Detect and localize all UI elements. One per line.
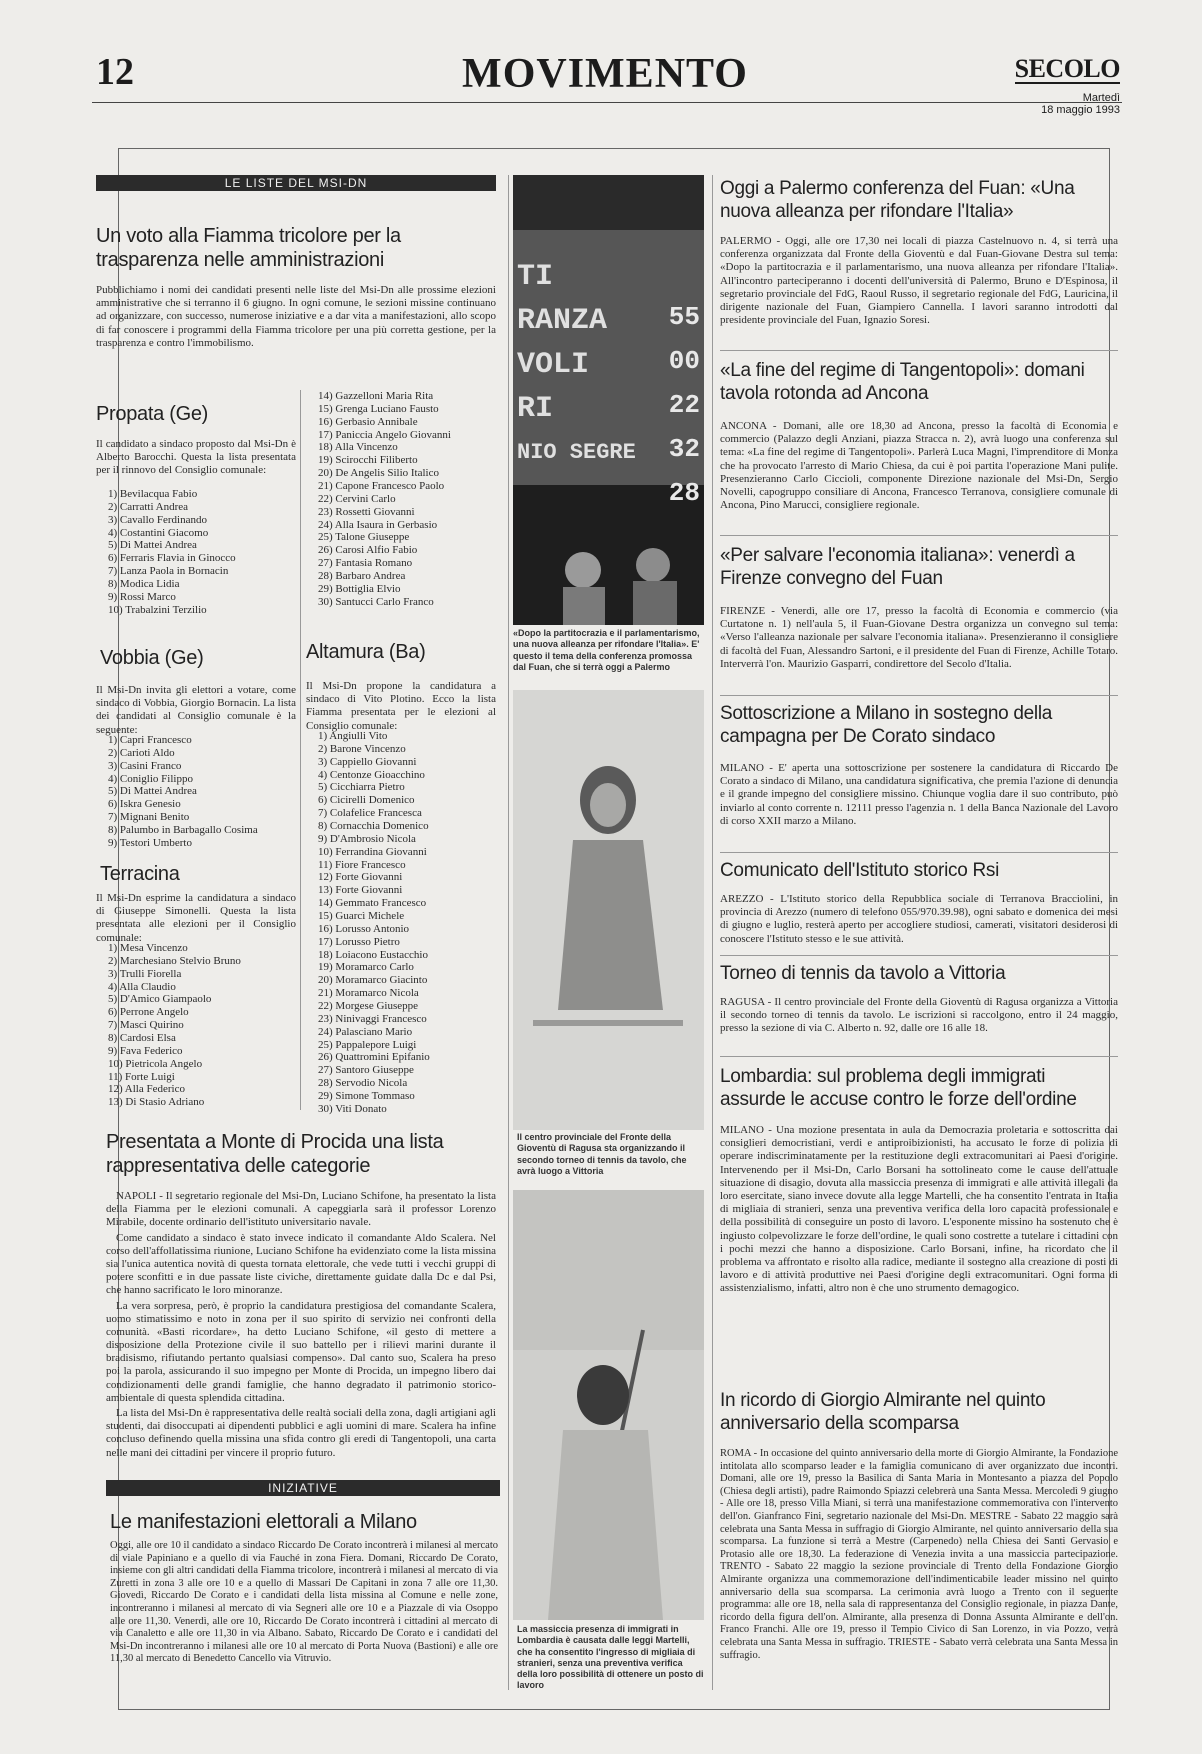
candidate-item: 14) Gazzelloni Maria Rita	[318, 390, 434, 402]
terracina-list	[96, 942, 296, 1109]
scoreboard-numbers	[650, 295, 700, 515]
scoreboard-line: NIO SEGRE	[517, 440, 636, 465]
scoreboard-text	[517, 255, 637, 475]
column-divider	[300, 390, 301, 1110]
candidate-item: 1) Bevilacqua Fabio	[108, 488, 198, 500]
candidate-item: 10) Ferrandina Giovanni	[318, 845, 427, 858]
scoreboard-line: RANZA	[517, 304, 608, 338]
scoreboard-number: 22	[668, 390, 700, 420]
candidate-item: 8) Modica Lidia	[108, 578, 180, 591]
candidate-item: 22) Cervini Carlo	[318, 492, 396, 505]
procida-para: NAPOLI - Il segretario regionale del Msi-Dn, Luciano Schifone, ha presentato la lista della Fiamma per le elezioni comunali. A capeggiarla sarà il professor Lorenzo Mirabile, docente ordinario dell'istituto universitario navale.	[106, 1190, 496, 1229]
altamura-list-top	[306, 390, 496, 609]
article-divider	[720, 350, 1118, 351]
caption-photo-1: «Dopo la partitocrazia e il parlamentarismo, una nuova alleanza per rifondare l'Italia». E' questo il tema della conferenza promossa dal Fuan, che si terrà oggi a Palermo	[513, 628, 700, 672]
propata-list	[96, 488, 296, 617]
main-headline: Un voto alla Fiamma tricolore per la trasparenza nelle amministrazioni	[96, 225, 401, 271]
article-divider	[720, 1056, 1118, 1057]
candidate-item: 16) Gerbasio Annibale	[318, 415, 418, 428]
article-divider	[720, 852, 1118, 853]
issue-date	[1041, 92, 1120, 116]
article-headline: Oggi a Palermo conferenza del Fuan: «Una nuova alleanza per rifondare l'Italia»	[720, 178, 1075, 222]
candidate-item: 26) Carosi Alfio Fabio	[318, 544, 418, 557]
candidate-item: 3) Trulli Fiorella	[108, 967, 182, 980]
article-text: ROMA - In occasione del quinto anniversario della morte di Giorgio Almirante, la Fondazione intitolata allo scomparso leader e la famiglia comunicano di aver organizzato due incontri. Domani, alle ore 19, presso la Basilica di Santa Maria in Montesanto a piazza del Popolo (Chiesa degli artisti), padre Raimondo Spiazzi celebrerà una Santa Messa. Mercoledì 9 giugno - Alle ore 18, presso Villa Miani, si terrà una manifestazione commemorativa con l'intervento dell'on. Gianfranco Fini, segretario nazionale del Msi-Dn. MESTRE - Sabato 22 maggio sarà celebrata una Santa Messa in suffragio di Giorgio Almirante, nel quinto anniversario della sua scomparsa. La funzione si terrà a Mestre (Carpenedo) nella Chiesa dei Santi Gervasio e Protasio alle ore 18,30. La federazione di Venezia invita a una massiccia partecipazione. TRENTO - Sabato 22 maggio la sezione provinciale di Trento della Fondazione Giorgio Almirante organizza una commemorazione dell'indimenticabile leader missino nel quinto anniversario della sua scomparsa. La cerimonia avrà luogo a Trento con il seguente programma: alle ore 18, nella sala di rappresentanza del Consiglio regionale, in piazza Dante, ricordo della figura dell'on. Almirante, alla presenza di Donna Assunta Almirante e dell'on. Franco Franchi. Alle ore 19, presso il Tempio Civico di San Lorenzo, in via Pozzo, verrà celebrata una Santa Messa in suffragio. TRIESTE - Sabato verrà celebrata una Santa Messa in suffragio.	[720, 1448, 1118, 1661]
scoreboard-number: 32	[668, 434, 700, 464]
candidate-item: 3) Cavallo Ferdinando	[108, 513, 207, 526]
article-headline: Comunicato dell'Istituto storico Rsi	[720, 860, 999, 881]
candidate-item: 28) Barbaro Andrea	[318, 570, 406, 583]
candidate-item: 13) Di Stasio Adriano	[108, 1096, 205, 1109]
photo-immigrants	[513, 1190, 704, 1620]
propata-text: Il candidato a sindaco proposto dal Msi-Dn è Alberto Barocchi. Questa la lista presentata per il rinnovo del Consiglio comunale:	[96, 438, 296, 477]
issue-date-text: 18 maggio 1993	[1041, 104, 1120, 116]
candidate-item: 3) Cappiello Giovanni	[318, 755, 417, 768]
candidate-item: 24) Alla Isaura in Gerbasio	[318, 518, 438, 531]
altamura-list	[306, 730, 496, 1116]
scoreboard-line: TI	[517, 260, 554, 294]
article-headline: Torneo di tennis da tavolo a Vittoria	[720, 963, 1006, 984]
candidate-item: 5) Di Mattei Andrea	[108, 785, 197, 798]
procida-para: La lista del Msi-Dn è rappresentativa delle realtà sociali della zona, dagli artigiani agli studenti, dai disoccupati ai dipendenti pubblici e agli uomini di mare. Scalera ha infine concluso definendo quella missina una sfida contro gli eredi di Tangentopoli, una carta nelle mani dei cittadini per vincere il proprio futuro.	[106, 1407, 496, 1459]
candidate-item: 8) Palumbo in Barbagallo Cosima	[108, 824, 258, 837]
candidate-item: 8) Cardosi Elsa	[108, 1032, 176, 1045]
issue-day: Martedì	[1082, 92, 1120, 104]
candidate-item: 6) Cicirelli Domenico	[318, 794, 415, 807]
candidate-item: 5) D'Amico Giampaolo	[108, 993, 212, 1006]
candidate-item: 10) Pietricola Angelo	[108, 1057, 203, 1070]
candidate-item: 9) Rossi Marco	[108, 590, 176, 603]
column-divider	[712, 175, 713, 1690]
candidate-item: 7) Lanza Paola in Bornacin	[108, 565, 229, 578]
article-text: PALERMO - Oggi, alle ore 17,30 nei locali di piazza Castelnuovo n. 4, si terrà una conferenza organizzata dal Fronte della Gioventù e dal Fuan-Giovane Destra sul tema: «Dopo la partitocrazia e il parlamentarismo, una nuova alleanza per rifondare l'Italia». All'incontro parteciperanno i docenti dell'università di Palermo, Bruno e D'Espinosa, il segretario provinciale del FdG, Raoul Russo, il segretario regionale del FdG, Lauricina, il dirigente nazionale del Fuan, Giampiero Cannella. I lavori saranno introdotti dal presidente provinciale del Fuan, Ignazio Soresi.	[720, 235, 1118, 327]
candidate-item: 20) Moramarco Giacinto	[318, 974, 428, 987]
candidate-item: 15) Guarcì Michele	[318, 910, 405, 923]
article-divider	[720, 535, 1118, 536]
article-headline: «Per salvare l'economia italiana»: venerdì a Firenze convegno del Fuan	[720, 545, 1075, 589]
candidate-item: 15) Grenga Luciano Fausto	[318, 402, 439, 415]
candidate-item: 19) Moramarco Carlo	[318, 961, 414, 974]
candidate-item: 28) Servodio Nicola	[318, 1077, 408, 1090]
article-headline: In ricordo di Giorgio Almirante nel quinto anniversario della scomparsa	[720, 1390, 1046, 1434]
altamura-heading: Altamura (Ba)	[306, 641, 426, 663]
candidate-item: 24) Palasciano Mario	[318, 1025, 413, 1038]
article-divider	[720, 955, 1118, 956]
article-headline: «La fine del regime di Tangentopoli»: domani tavola rotonda ad Ancona	[720, 360, 1085, 404]
candidate-item: 6) Perrone Angelo	[108, 1006, 189, 1019]
candidate-item: 2) Barone Vincenzo	[318, 742, 406, 755]
candidate-item: 2) Carratti Andrea	[108, 500, 189, 513]
candidate-item: 13) Forte Giovanni	[318, 884, 403, 897]
candidate-item: 3) Casini Franco	[108, 759, 182, 772]
candidate-item: 30) Santucci Carlo Franco	[318, 595, 434, 608]
article-divider	[720, 695, 1118, 696]
column-divider	[508, 175, 509, 1690]
procida-para: Come candidato a sindaco è stato invece indicato il comandante Aldo Scalera. Nel corso dell'affollatissima riunione, Luciano Schifone ha evidenziato come la lista missina sia l'unica autentica novità di questa tornata elettorale, che vede tutti i vecchi gruppi di potere sconfitti e in due passate liste civiche, direttamente guidate dalla Dc e dal Psi, che hanno sacrificato le loro minoranze.	[106, 1231, 496, 1297]
candidate-item: 4) Costantini Giacomo	[108, 526, 209, 539]
candidate-item: 10) Trabalzini Terzilio	[108, 603, 207, 616]
candidate-item: 12) Alla Federico	[108, 1083, 185, 1096]
section-banner-liste: LE LISTE DEL MSI-DN	[96, 175, 496, 191]
page-header	[90, 50, 1120, 116]
vobbia-list	[96, 734, 296, 850]
candidate-item: 11) Forte Luigi	[108, 1070, 175, 1083]
candidate-item: 14) Gemmato Francesco	[318, 897, 427, 910]
candidate-item: 29) Bottiglia Elvio	[318, 582, 401, 595]
vobbia-heading: Vobbia (Ge)	[100, 647, 204, 669]
candidate-item: 11) Fiore Francesco	[318, 858, 406, 871]
candidate-item: 27) Fantasia Romano	[318, 557, 413, 570]
milano-events-headline: Le manifestazioni elettorali a Milano	[110, 1511, 417, 1533]
candidate-item: 23) Rossetti Giovanni	[318, 505, 415, 518]
candidate-item: 6) Iskra Genesio	[108, 798, 181, 811]
procida-para: La vera sorpresa, però, è proprio la candidatura prestigiosa del comandante Scalera, uomo stimatissimo e noto in zona per il suo spirito di servizio nei confronti della comunità. «Basti ricordare», ha detto Luciano Schifone, «il gesto di mettere a disposizione della Protezione civile il suo battello per i rilievi marini durante il bradisismo, rifiutando pertanto qualsiasi compenso». Dal canto suo, Scalera ha preso poi la parola, assicurando il suo impegno per Monte di Procida, un impegno libero dai condizionamenti delle grandi famiglie, che hanno degradato il patrimonio storico-ambientale di questa splendida cittadina.	[106, 1299, 496, 1404]
article-text: MILANO - Una mozione presentata in aula da Democrazia proletaria e sottoscritta dai consiglieri democristiani, verdi e antiproibizionisti, ha accusato le forze di polizia di operare indiscriminatamente per la restituzione degli extracomunitari ai Paesi d'origine. Intervenendo per il Msi-Dn, Carlo Borsani ha sottolineato come le cause dell'attuale situazione di disagio, dovuta alla massiccia presenza di immigrati e alle attività illegali da loro esercitate, siano invece dovute alla legge Martelli, che ha consentito l'entrata in Italia di migliaia di stranieri, senza una preventiva verifica della loro capacità professionale e della possibilità di conseguire un posto di lavoro. L'esponente missino ha sostenuto che è ingiusto colpevolizzare le forze dell'ordine, le quali sono costrette a tutelare i cittadini con i pochi mezzi che hanno a disposizione. Carlo Borsani, infine, ha ricordato che il problema va affrontato e risolto alla radice, mediante il sostegno alla creazione di posti di lavoro e di attività produttive nei Paesi d'origine degli extracomunitari. Ogni forma di assistenzialismo, infatti, altro non è che uno strumento demagogico.	[720, 1124, 1118, 1295]
candidate-item: 9) D'Ambrosio Nicola	[318, 832, 416, 845]
main-intro: Pubblichiamo i nomi dei candidati presenti nelle liste del Msi-Dn alle prossime elezioni amministrative che si terranno il 6 giugno. In ogni comune, le sezioni missine continuano ad organizzare, con successo, numerose iniziative e a dar vita a manifestazioni, allo scopo di far conoscere i programmi della Fiamma tricolore per una più corretta gestione, per la trasparenza e contro l'immobilismo.	[96, 284, 496, 349]
article-text: ANCONA - Domani, alle ore 18,30 ad Ancona, presso la facoltà di Economia e commercio (Palazzo degli Anziani, piazza Stracca n. 2), avrà luogo una conferenza sul tema: «La fine del regime di Tangentopoli». Parlerà Luca Magni, l'imprenditore di Monza che ha provocato l'arresto di Mario Chiesa, da cui è poi partita l'operazione Mani pulite. Presenzieranno Carlo Ciccioli, componente Direzione nazionale del Msi-Dn, Sergio Novelli, capogruppo consiliare di Ancona, Francesco Terranova, consigliere comunale di Ancona, Pino Marucci, consigliere regionale.	[720, 420, 1118, 512]
scoreboard-line: RI	[517, 392, 554, 426]
candidate-item: 23) Ninivaggi Francesco	[318, 1012, 427, 1025]
caption-photo-3: La massiccia presenza di immigrati in Lombardia è causata dalle leggi Martelli, che ha consentito l'ingresso di migliaia di stranieri, senza una preventiva verifica della loro possibilità di ottenere un posto di lavoro	[517, 1624, 704, 1691]
propata-heading: Propata (Ge)	[96, 403, 209, 425]
terracina-heading: Terracina	[100, 863, 180, 885]
candidate-item: 17) Paniccia Angelo Giovanni	[318, 428, 451, 441]
candidate-item: 30) Viti Donato	[318, 1102, 387, 1115]
candidate-item: 2) Marchesiano Stelvio Bruno	[108, 954, 241, 967]
candidate-item: 20) De Angelis Silio Italico	[318, 467, 439, 480]
table-tennis-photo	[513, 690, 704, 1130]
candidate-item: 18) Alla Vincenzo	[318, 441, 398, 454]
photo-palermo-conference	[513, 175, 704, 625]
article-headline: Sottoscrizione a Milano in sostegno della campagna per De Corato sindaco	[720, 703, 1053, 747]
page-number: 12	[96, 51, 134, 93]
newspaper-logo: SECOLO	[1014, 54, 1120, 83]
candidate-item: 7) Masci Quirino	[108, 1019, 184, 1032]
article-text: AREZZO - L'Istituto storico della Repubblica sociale di Terranova Bracciolini, in provincia di Arezzo (numero di telefono 055/970.39.98), ogni sabato e domenica dei mesi di giugno e luglio, resterà aperto per accogliere studiosi, camerati, visitatori desiderosi di conoscere l'Istituto stesso e le sue attività.	[720, 893, 1118, 945]
candidate-item: 17) Lorusso Pietro	[318, 935, 400, 948]
candidate-item: 27) Santoro Giuseppe	[318, 1064, 414, 1077]
section-title: MOVIMENTO	[462, 51, 748, 97]
candidate-item: 1) Mesa Vincenzo	[108, 942, 188, 954]
candidate-item: 21) Capone Francesco Paolo	[318, 480, 445, 493]
candidate-item: 1) Angiulli Vito	[318, 730, 388, 742]
candidate-item: 25) Pappalepore Luigi	[318, 1038, 417, 1051]
candidate-item: 18) Loiacono Eustacchio	[318, 948, 428, 961]
candidate-item: 5) Di Mattei Andrea	[108, 539, 197, 552]
candidate-item: 12) Forte Giovanni	[318, 871, 403, 884]
candidate-item: 1) Capri Francesco	[108, 734, 192, 746]
section-banner-iniziative: INIZIATIVE	[106, 1480, 500, 1496]
candidate-item: 8) Cornacchia Domenico	[318, 820, 429, 833]
photo-table-tennis	[513, 690, 704, 1130]
scoreboard-number: 00	[668, 346, 700, 376]
milano-events-text: Oggi, alle ore 10 il candidato a sindaco Riccardo De Corato incontrerà i milanesi al mercato di viale Papiniano e a quello di via Fauché in zona Fiera. Domani, Riccardo De Corato, insieme con gli altri candidati della Fiamma tricolore, incontrerà i milanesi al mercato di via Zuretti in zona 3 alle ore 10 e a quello di Massari De Capitani in zona 7 alle ore 11,30. Giovedì, Riccardo De Corato e i candidati della lista missina al Comune e nelle zone, incontreranno i milanesi al mercato di via Segneri alle ore 10 e a Piazzale di via Osoppo alle ore 11,30. Venerdì, alle ore 10, Riccardo De Corato incontrerà i cittadini al mercato di via Canaletto e alle ore 11,30 in via Albano. Sabato, Riccardo De Corato e i candidati del Msi-Dn incontreranno i milanesi alle ore 10 al mercato di Porta Nuova (Bastioni) e alle ore 11,30 al mercato di Benedetto Cancello via Vitruvio.	[110, 1540, 498, 1665]
article-text: RAGUSA - Il centro provinciale del Fronte della Gioventù di Ragusa organizza a Vittoria il secondo torneo di tennis da tavolo. Le iscrizioni si raccolgono, entro il 24 maggio, presso la sezione di via C. Alberto n. 92, dalle ore 16 alle 18.	[720, 996, 1118, 1035]
candidate-item: 16) Lorusso Antonio	[318, 922, 410, 935]
vobbia-text: Il Msi-Dn invita gli elettori a votare, come sindaco di Vobbia, Giorgio Bornacin. La lista dei candidati al Consiglio comunale è la seguente:	[96, 684, 296, 736]
candidate-item: 4) Alla Claudio	[108, 980, 176, 993]
candidate-item: 6) Ferraris Flavia in Ginocco	[108, 552, 236, 565]
candidate-item: 9) Testori Umberto	[108, 836, 192, 849]
altamura-text: Il Msi-Dn propone la candidatura a sindaco di Vito Plotino. Ecco la lista Fiamma presentata per le elezioni al Consiglio comunale:	[306, 680, 496, 732]
scoreboard-number: 28	[668, 478, 700, 508]
candidate-item: 4) Centonze Gioacchino	[318, 768, 425, 781]
candidate-item: 9) Fava Federico	[108, 1044, 183, 1057]
scoreboard-line: VOLI	[517, 348, 590, 382]
procida-headline: Presentata a Monte di Procida una lista rappresentativa delle categorie	[106, 1131, 444, 1177]
candidate-item: 5) Cicchiarra Pietro	[318, 781, 405, 794]
terracina-text: Il Msi-Dn esprime la candidatura a sindaco di Giuseppe Simonelli. Questa la lista presentata alle elezioni per il Consiglio comunale:	[96, 892, 296, 944]
article-text: MILANO - E' aperta una sottoscrizione per sostenere la candidatura di Riccardo De Corato a sindaco di Milano, una candidatura significativa, che premia l'azione di denuncia e il grande impegno del consigliere missino. Chiunque voglia dare il suo contributo, può inviarlo al conto corrente n. 12111 presso l'agenzia n. 1 della Banca Nazionale del Lavoro di corso XXII marzo a Milano.	[720, 762, 1118, 827]
article-headline: Lombardia: sul problema degli immigrati assurde le accuse contro le forze dell'ordine	[720, 1066, 1077, 1110]
candidate-item: 2) Carioti Aldo	[108, 746, 175, 759]
header-rule	[92, 102, 1122, 103]
candidate-item: 22) Morgese Giuseppe	[318, 1000, 418, 1013]
candidate-item: 29) Simone Tommaso	[318, 1090, 415, 1103]
candidate-item: 21) Moramarco Nicola	[318, 987, 419, 1000]
article-text: FIRENZE - Venerdì, alle ore 17, presso la facoltà di Economia e commercio (via Curtatone n. 1) nell'aula 5, il Fuan-Giovane Destra organizza un convegno sul tema: «Verso l'alleanza nazionale per salvare l'economia italiana». Presenzieranno il consigliere di facoltà del Fuan, Alessandro Sartoni, e il presidente del Fuan di Firenze, Achille Totaro. Interverrà l'on. Maurizio Gasparri, condirettore del Secolo d'Italia.	[720, 605, 1118, 670]
candidate-item: 25) Talone Giuseppe	[318, 531, 410, 544]
candidate-item: 19) Scirocchi Filiberto	[318, 454, 418, 467]
candidate-item: 7) Colafelice Francesca	[318, 807, 422, 820]
immigrants-photo	[513, 1190, 704, 1620]
candidate-item: 7) Mignani Benito	[108, 811, 190, 824]
caption-photo-2: Il centro provinciale del Fronte della Gioventù di Ragusa sta organizzando il secondo torneo di tennis da tavolo, che avrà luogo a Vittoria	[517, 1132, 687, 1176]
scoreboard-number: 55	[668, 302, 700, 332]
candidate-item: 4) Coniglio Filippo	[108, 772, 193, 785]
procida-article	[106, 1190, 496, 1462]
candidate-item: 26) Quattromini Epifanio	[318, 1051, 430, 1064]
